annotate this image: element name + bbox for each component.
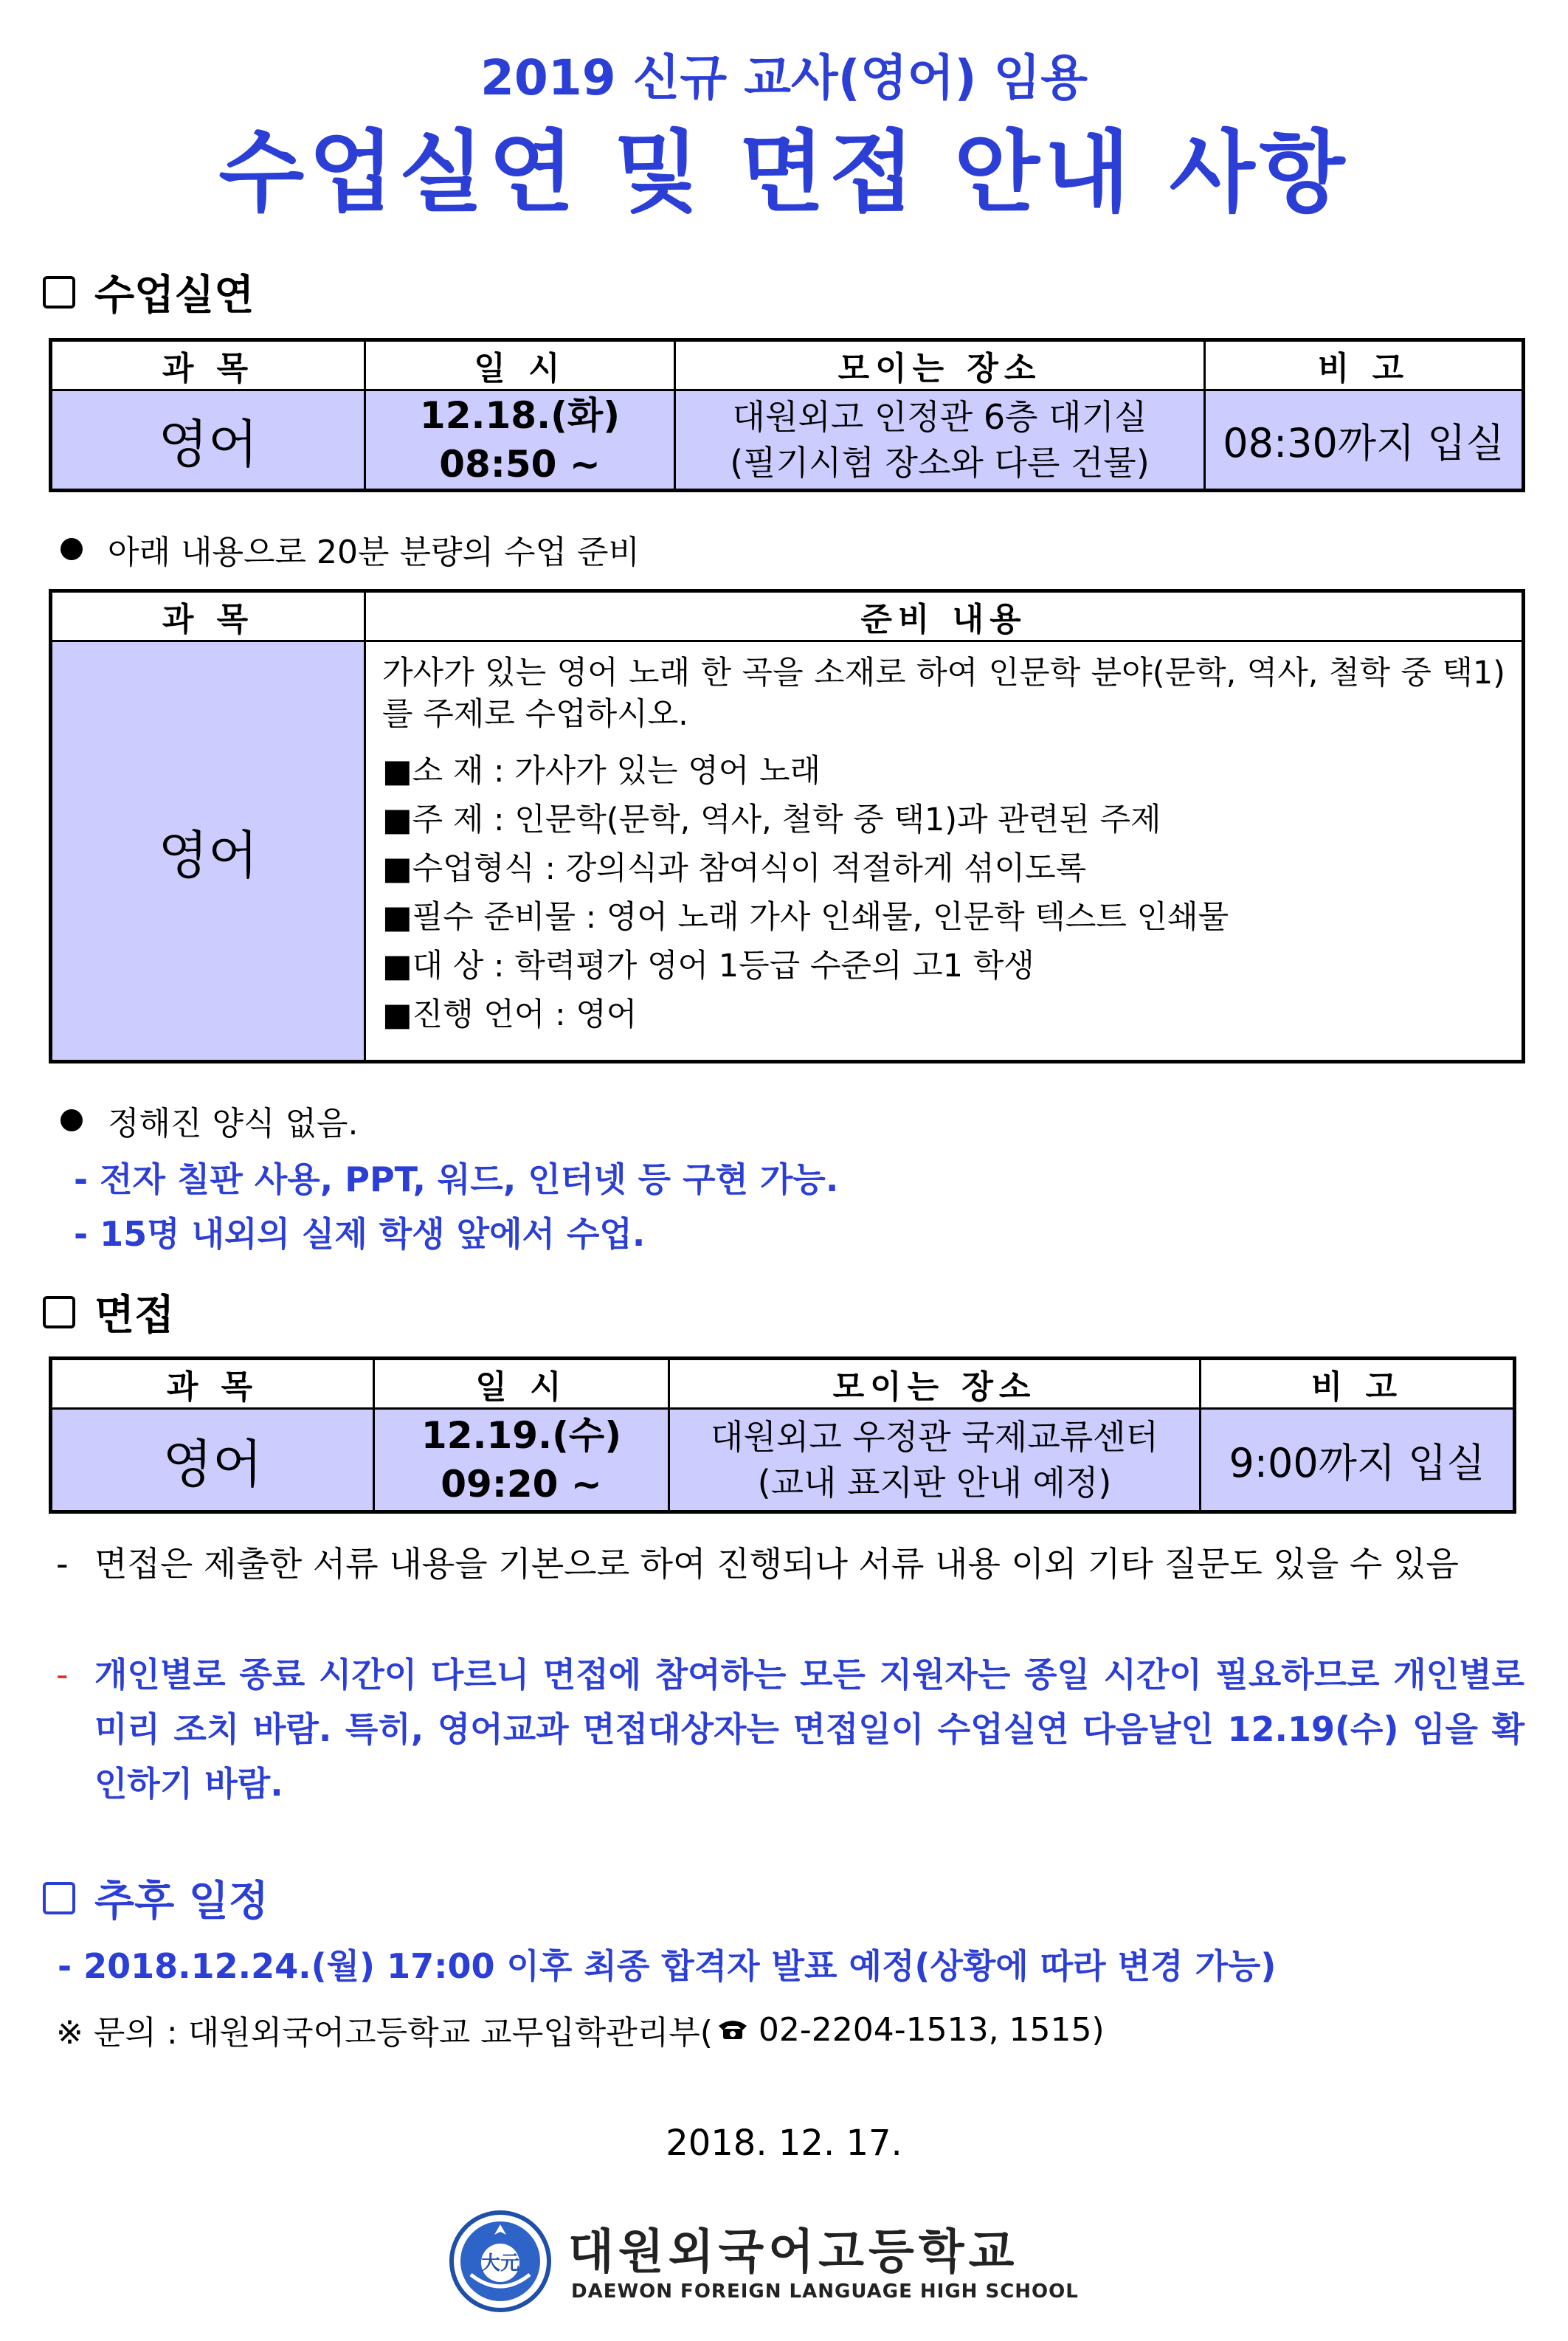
prep-table xyxy=(49,589,1525,1063)
interview-place-line1: 대원외고 우정관 국제교류센터 xyxy=(711,1417,1158,1457)
prep-item: ■대 상 : 학력평가 영어 1등급 수준의 고1 학생 xyxy=(382,948,1035,985)
section-demo-heading xyxy=(43,263,254,322)
demo-note: 08:30까지 입실 xyxy=(1205,390,1524,491)
checkbox-icon xyxy=(43,1882,75,1914)
prep-subject: 영어 xyxy=(51,641,365,1062)
interview-place xyxy=(669,1409,1201,1512)
header-place: 모이는 장소 xyxy=(675,340,1205,390)
prep-bullet-text: 아래 내용으로 20분 분량의 수업 준비 xyxy=(108,534,640,571)
dash-mark: - xyxy=(56,1655,69,1694)
prep-bullet xyxy=(61,525,640,573)
schedule-line: - 2018.12.24.(월) 17:00 이후 최종 합격자 발표 예정(상황에 따라 변경 가능) xyxy=(58,1946,1277,1986)
header-subject: 과 목 xyxy=(51,1359,374,1409)
section-interview-title: 면접 xyxy=(94,1292,175,1340)
header-datetime: 일 시 xyxy=(365,340,675,390)
bullet-dot-icon xyxy=(61,538,83,560)
emblem-text: 大元 xyxy=(480,2252,519,2275)
checkbox-icon xyxy=(43,1296,75,1328)
interview-date: 12.19.(수) xyxy=(421,1414,622,1457)
logo-name-en: DAEWON FOREIGN LANGUAGE HIGH SCHOOL xyxy=(571,2280,1079,2303)
prep-header-content: 준비 내용 xyxy=(365,591,1524,641)
demo-datetime xyxy=(365,390,675,491)
header-note: 비 고 xyxy=(1205,340,1524,390)
interview-note1-text: 면접은 제출한 서류 내용을 기본으로 하여 진행되나 서류 내용 이외 기타 질문도 있을 수 있음 xyxy=(94,1544,1459,1584)
bullet-dot-icon xyxy=(61,1109,83,1131)
demo-place-line2: (필기시험 장소와 다른 건물) xyxy=(730,443,1150,483)
demo-subject: 영어 xyxy=(51,390,365,491)
section-schedule-title: 추후 일정 xyxy=(94,1878,269,1925)
prep-intro: 가사가 있는 영어 노래 한 곡을 소재로 하여 인문학 분야(문학, 역사, 철학 중 택1)를 주제로 수업하시오. xyxy=(382,655,1505,733)
phone-icon xyxy=(716,2011,750,2049)
prep-header-subject: 과 목 xyxy=(51,591,365,641)
checkbox-icon xyxy=(43,276,75,308)
prep-content xyxy=(365,641,1524,1062)
section-demo-title: 수업실연 xyxy=(94,272,255,320)
interview-note2-text: 개인별로 종료 시간이 다르니 면접에 참여하는 모든 지원자는 종일 시간이 필요하므로 개인별로 미리 조치 바람. 특히, 영어교과 면접대상자는 면접일이 수업실연 다음날인 12.19(수) 임을 확인하기 바람. xyxy=(94,1655,1524,1804)
demo-time: 08:50 ~ xyxy=(439,443,601,486)
section-schedule-heading xyxy=(43,1869,269,1928)
contact-line xyxy=(56,2006,1105,2053)
dash-mark: - xyxy=(56,1544,69,1584)
prep-item: ■진행 언어 : 영어 xyxy=(382,996,638,1033)
contact-phone: 02-2204-1513, 1515) xyxy=(758,2010,1105,2049)
format-bullet xyxy=(61,1097,359,1144)
interview-subject: 영어 xyxy=(51,1409,374,1512)
prep-item: ■주 제 : 인문학(문학, 역사, 철학 중 택1)과 관련된 주제 xyxy=(382,801,1161,838)
logo-name-ko: 대원외국어고등학교 xyxy=(568,2225,1019,2280)
header-datetime: 일 시 xyxy=(374,1359,669,1409)
interview-place-line2: (교내 표지판 안내 예정) xyxy=(757,1463,1112,1503)
prep-item: ■소 재 : 가사가 있는 영어 노래 xyxy=(382,753,821,790)
title-line2: 수업실연 및 면접 안내 사항 xyxy=(218,122,1350,224)
format-line2: - 15명 내외의 실제 학생 앞에서 수업. xyxy=(74,1214,646,1254)
demo-date: 12.18.(화) xyxy=(419,394,621,437)
interview-note: 9:00까지 입실 xyxy=(1201,1409,1515,1512)
school-emblem-icon xyxy=(449,2210,552,2313)
contact-prefix: ※ 문의 : 대원외국어고등학교 교무입학관리부( xyxy=(56,2014,713,2052)
prep-item: ■수업형식 : 강의식과 참여식이 적절하게 섞이도록 xyxy=(382,850,1087,887)
prep-item: ■필수 준비물 : 영어 노래 가사 인쇄물, 인문학 텍스트 인쇄물 xyxy=(382,899,1229,936)
header-subject: 과 목 xyxy=(51,340,365,390)
title-line1: 2019 신규 교사(영어) 임용 xyxy=(480,49,1088,106)
document-date: 2018. 12. 17. xyxy=(666,2123,902,2164)
demo-place-line1: 대원외고 인정관 6층 대기실 xyxy=(732,397,1147,437)
interview-note1 xyxy=(56,1537,1524,1591)
format-line1: - 전자 칠판 사용, PPT, 워드, 인터넷 등 구현 가능. xyxy=(74,1159,839,1199)
header-note: 비 고 xyxy=(1201,1359,1515,1409)
format-bullet-text: 정해진 양식 없음. xyxy=(108,1105,359,1142)
demo-place xyxy=(675,390,1205,491)
header-place: 모이는 장소 xyxy=(669,1359,1201,1409)
interview-note2 xyxy=(56,1647,1524,1811)
interview-datetime xyxy=(374,1409,669,1512)
interview-time: 09:20 ~ xyxy=(441,1463,602,1506)
section-interview-heading xyxy=(43,1283,174,1342)
interview-table xyxy=(49,1356,1516,1514)
demo-table xyxy=(49,338,1525,492)
